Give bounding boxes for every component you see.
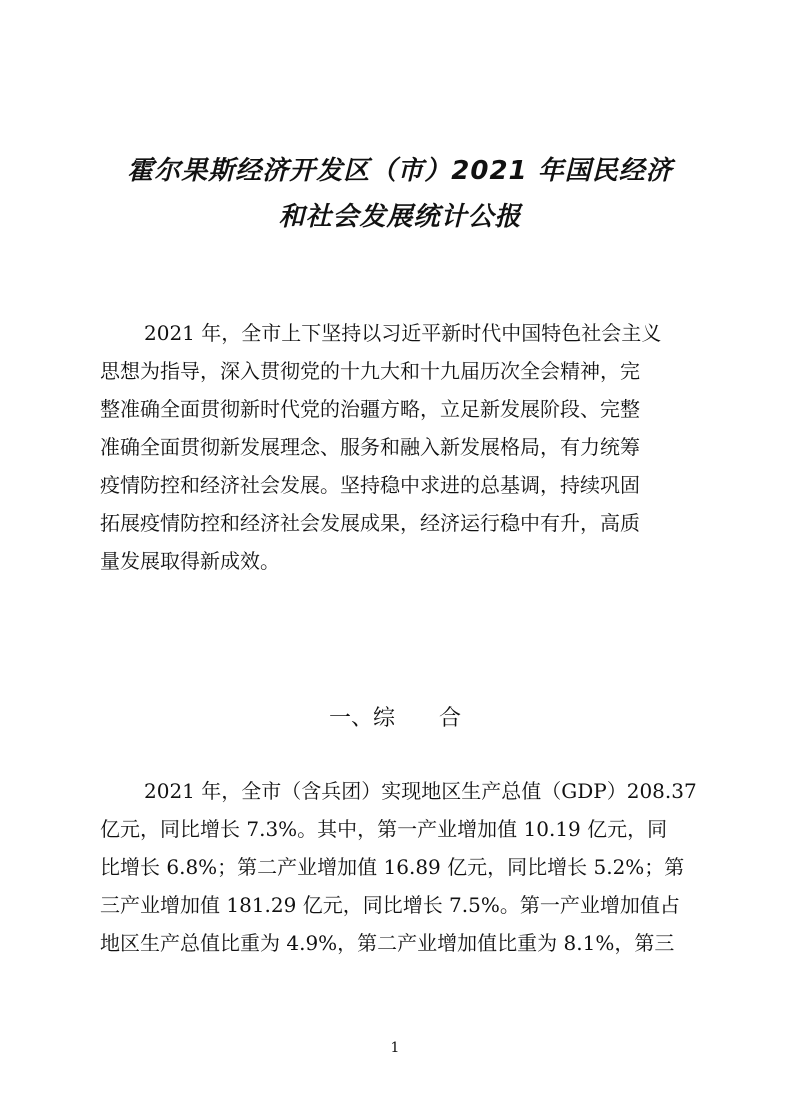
intro-line-3: 整准确全面贯彻新时代党的治疆方略，立足新发展阶段、完整 (100, 397, 640, 421)
section-line-4: 三产业增加值 181.29 亿元，同比增长 7.5%。第一产业增加值占 (100, 893, 680, 917)
document-title-line-1: 霍尔果斯经济开发区（市）2021 年国民经济 (127, 156, 673, 186)
section-line-1: 2021 年，全市（含兵团）实现地区生产总值（GDP）208.37 (144, 779, 697, 803)
section-line-2: 亿元，同比增长 7.3%。其中，第一产业增加值 10.19 亿元，同 (100, 817, 668, 841)
page-number: 1 (390, 1040, 400, 1056)
section-heading: 一、综 合 (328, 706, 461, 731)
section-line-3: 比增长 6.8%；第二产业增加值 16.89 亿元，同比增长 5.2%；第 (100, 855, 685, 879)
section-paragraph (100, 772, 697, 962)
intro-line-1: 2021 年，全市上下坚持以习近平新时代中国特色社会主义 (144, 321, 662, 345)
intro-line-5: 疫情防控和经济社会发展。坚持稳中求进的总基调，持续巩固 (100, 473, 640, 497)
intro-line-2: 思想为指导，深入贯彻党的十九大和十九届历次全会精神，完 (100, 359, 640, 383)
intro-paragraph (100, 314, 690, 580)
document-title-line-2: 和社会发展统计公报 (278, 202, 522, 232)
section-line-5: 地区生产总值比重为 4.9%，第二产业增加值比重为 8.1%，第三 (100, 931, 675, 955)
intro-line-4: 准确全面贯彻新发展理念、服务和融入新发展格局，有力统筹 (100, 435, 640, 459)
intro-line-6: 拓展疫情防控和经济社会发展成果，经济运行稳中有升，高质 (100, 511, 640, 535)
intro-line-7: 量发展取得新成效。 (100, 549, 280, 573)
